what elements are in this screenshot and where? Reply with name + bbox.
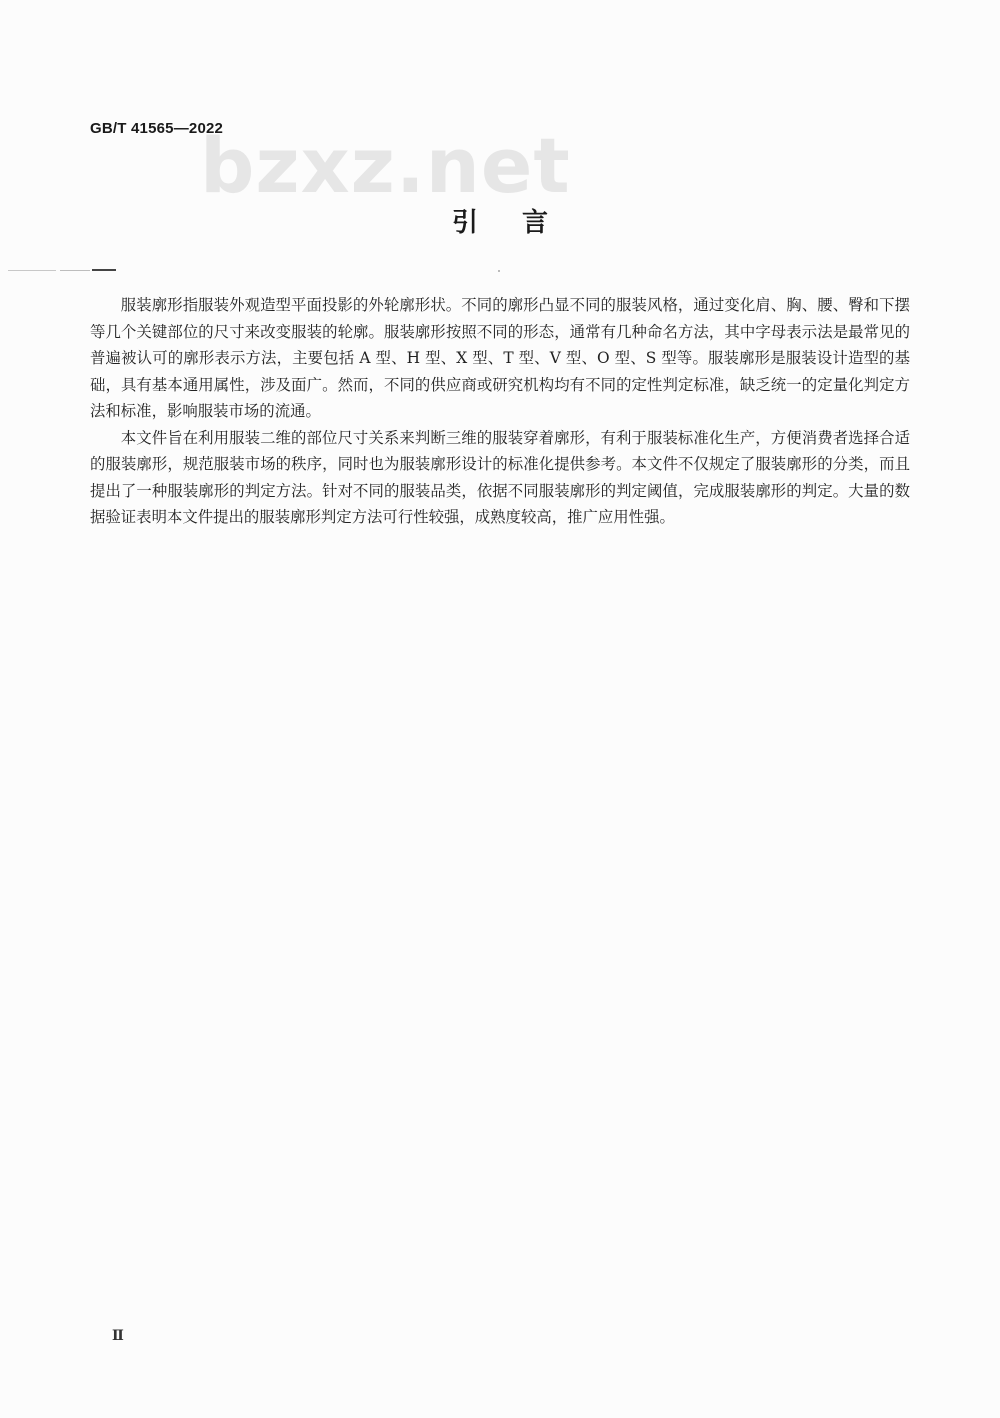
scan-mark-line (60, 270, 90, 271)
scan-mark-line (8, 270, 56, 271)
paragraph: 服装廓形指服装外观造型平面投影的外轮廓形状。不同的廓形凸显不同的服装风格，通过变化肩、胸、腰、臀和下摆等几个关键部位的尺寸来改变服装的轮廓。服装廓形按照不同的形态，通常有几种命名方法，其中字母表示法是最常见的普遍被认可的廓形表示方法，主要包括 A 型、H 型、X 型、T 型、V 型、O 型、S 型等。服装廓形是服装设计造型的基础，具有基本通用属性，涉及面广。然而，不同的供应商或研究机构均有不同的定性判定标准，缺乏统一的定量化判定方法和标准，影响服装市场的流通。 (90, 296, 910, 420)
page-number: Ⅱ (112, 1328, 124, 1344)
watermark: bzxz.net (200, 121, 571, 210)
section-title: 引言 (451, 208, 592, 238)
scan-dot (498, 270, 500, 272)
standard-code: GB/T 41565—2022 (90, 120, 224, 137)
scan-mark-line (92, 269, 116, 271)
paragraph: 本文件旨在利用服装二维的部位尺寸关系来判断三维的服装穿着廓形，有利于服装标准化生产，方便消费者选择合适的服装廓形，规范服装市场的秩序，同时也为服装廓形设计的标准化提供参考。本文件不仅规定了服装廓形的分类，而且提出了一种服装廓形的判定方法。针对不同的服装品类，依据不同服装廓形的判定阈值，完成服装廓形的判定。大量的数据验证表明本文件提出的服装廓形判定方法可行性较强，成熟度较高，推广应用性强。 (90, 428, 910, 526)
body-text (90, 292, 910, 531)
